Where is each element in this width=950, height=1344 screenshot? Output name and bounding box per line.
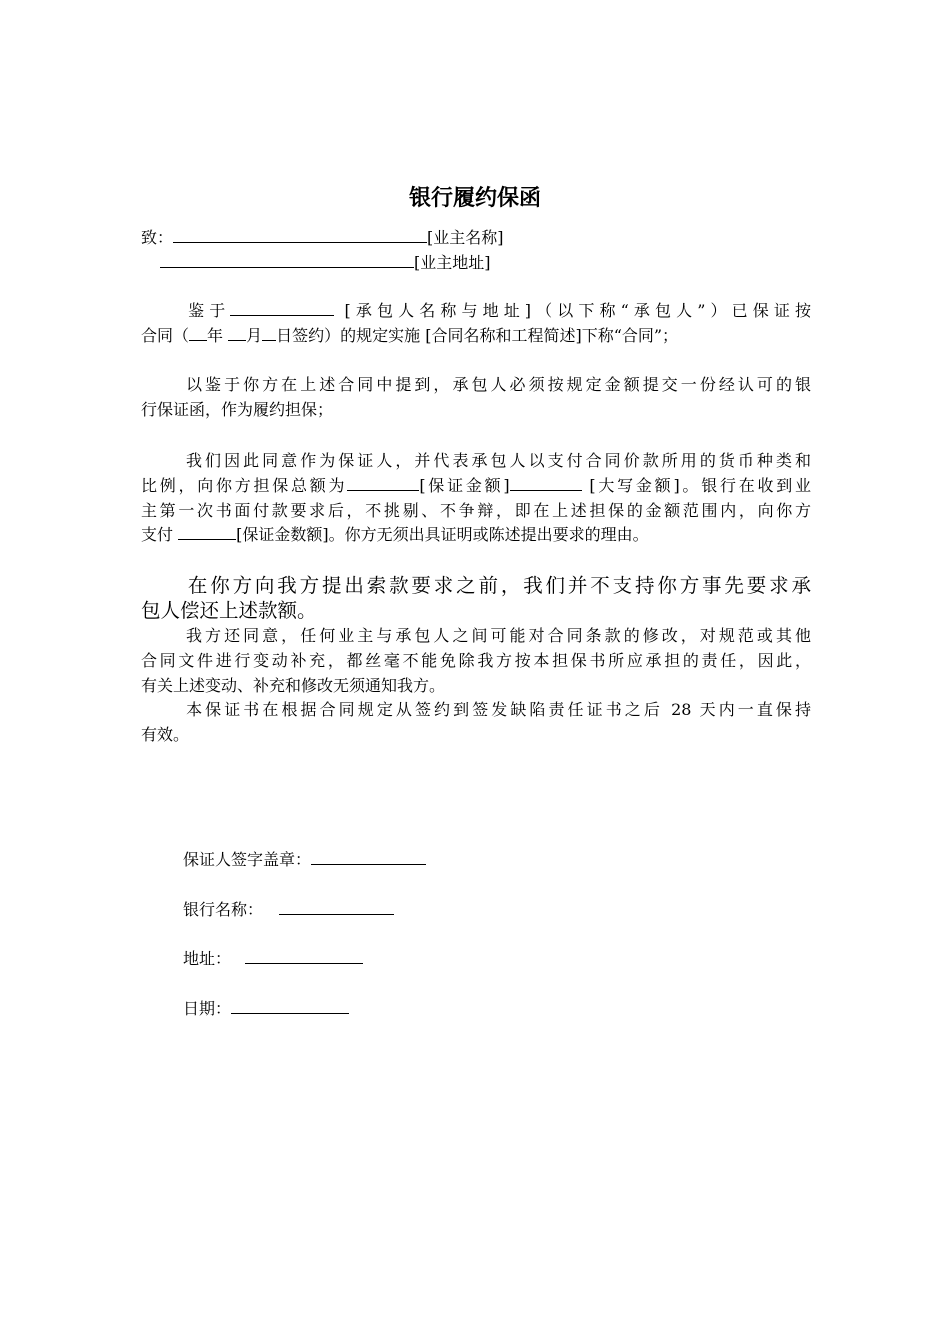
p3-line3: 主第一次书面付款要求后，不挑剔、不争辩，即在上述担保的金额范围内，向你方 [141,501,811,520]
date-blank [231,997,349,1014]
p1-line1: 鉴于 [承包人名称与地址]（以下称“承包人”）已保证按 [183,301,811,320]
month-blank [228,324,246,341]
p5-line3: 有关上述变动、补充和修改无须通知我方。 [141,676,446,695]
bank-name-label: 银行名称： [183,900,264,919]
address-blank [245,947,363,964]
owner-address-line [160,251,830,275]
address-row [183,947,363,971]
owner-name-blank [173,226,427,243]
p3-line2: 比例，向你方担保总额为 [保证金额] [大写金额]。银行在收到业 [141,476,811,495]
p4-line2: 包人偿还上述款额。 [141,599,317,622]
p5-line1: 我方还同意，任何业主与承包人之间可能对合同条款的修改，对规范或其他 [183,626,811,645]
owner-name-placeholder: [业主名称] [427,228,504,247]
p2-line1: 以鉴于你方在上述合同中提到，承包人必须按规定金额提交一份经认可的银 [183,375,811,394]
p3-line4: 支付 [保证金数额]。你方无须出具证明或陈述提出要求的理由。 [141,525,649,544]
date-label: 日期： [183,999,232,1018]
guarantor-signature-blank [311,848,426,865]
p6-line2: 有效。 [141,725,190,744]
deposit-blank [178,523,236,540]
bank-name-blank [279,898,394,915]
owner-address-blank [160,251,414,268]
day-blank [262,324,276,341]
p3-line1: 我们因此同意作为保证人，并代表承包人以支付合同价款所用的货币种类和 [183,451,811,470]
date-row [183,997,349,1021]
owner-address-placeholder: [业主地址] [414,253,491,272]
contractor-blank [230,299,334,316]
amount-blank [347,474,419,491]
guarantor-signature-row [183,848,426,872]
document-title: 银行履约保函 [408,186,541,211]
p1-line2: 合同（ 年 月 日签约）的规定实施 [合同名称和工程简述]下称“合同”； [141,326,679,345]
amount-words-blank [510,474,582,491]
to-owner-name-line [141,226,811,250]
year-blank [189,324,207,341]
address-label: 地址： [183,949,232,968]
p5-line2: 合同文件进行变动补充，都丝毫不能免除我方按本担保书所应承担的责任，因此， [141,651,811,670]
bank-name-row [183,898,394,922]
p6-line1: 本保证书在根据合同规定从签约到签发缺陷责任证书之后 28 天内一直保持 [183,700,811,719]
guarantor-signature-label: 保证人签字盖章： [183,850,312,869]
to-label: 致： [141,228,174,247]
p4-line1: 在你方向我方提出索款要求之前，我们并不支持你方事先要求承 [185,574,811,597]
p2-line2: 行保证函，作为履约担保； [141,400,334,419]
